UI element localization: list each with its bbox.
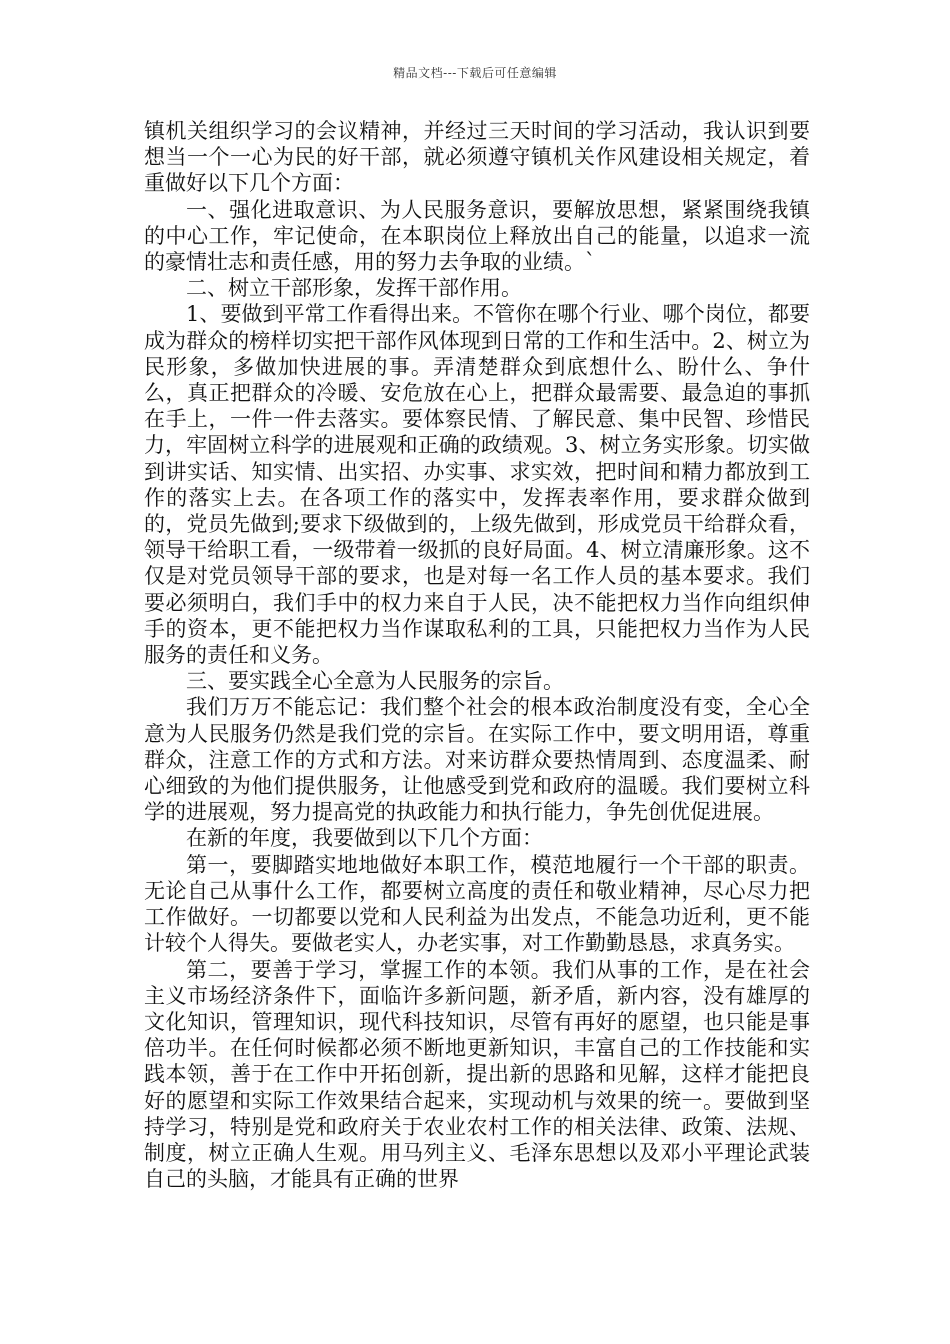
paragraph-9: 第二，要善于学习，掌握工作的本领。我们从事的工作，是在社会主义市场经济条件下，面临许多新问题，新矛盾，新内容，没有雄厚的文化知识，管理知识，现代科技知识，尽管有再好的愿望，也只能是事倍功半。在任何时候都必须不断地更新知识，丰富自己的工作技能和实践本领，善于在工作中开拓创新，提出新的思路和见解，这样才能把良好的愿望和实际工作效果结合起来，实现动机与效果的统一。要做到坚持学习，特别是党和政府关于农业农村工作的相关法律、政策、法规、制度，树立正确人生观。用马列主义、毛泽东思想以及邓小平理论武装自己的头脑，才能具有正确的世界 [144, 957, 810, 1192]
paragraph-2: 一、强化进取意识、为人民服务意识，要解放思想，紧紧围绕我镇的中心工作，牢记使命，在本职岗位上释放出自己的能量，以追求一流的豪情壮志和责任感，用的努力去争取的业绩。` [144, 197, 810, 275]
paragraph-4: 1、要做到平常工作看得出来。不管你在哪个行业、哪个岗位，都要成为群众的榜样切实把干部作风体现到日常的工作和生活中。2、树立为民形象，多做加快进展的事。弄清楚群众到底想什么、盼什么、争什么，真正把群众的冷暖、安危放在心上，把群众最需要、最急迫的事抓在手上，一件一件去落实。要体察民情、了解民意、集中民智、珍惜民力，牢固树立科学的进展观和正确的政绩观。3、树立务实形象。切实做到讲实话、知实情、出实招、办实事、求实效，把时间和精力都放到工作的落实上去。在各项工作的落实中，发挥表率作用，要求群众做到的，党员先做到;要求下级做到的，上级先做到，形成党员干给群众看，领导干给职工看，一级带着一级抓的良好局面。4、树立清廉形象。这不仅是对党员领导干部的要求，也是对每一名工作人员的基本要求。我们要必须明白，我们手中的权力来自于人民，决不能把权力当作向组织伸手的资本，更不能把权力当作谋取私利的工具，只能把权力当作为人民服务的责任和义务。 [144, 302, 810, 668]
paragraph-3: 二、树立干部形象，发挥干部作用。 [186, 276, 522, 301]
paragraph-1: 镇机关组织学习的会议精神，并经过三天时间的学习活动，我认识到要想当一个一心为民的好干部，就必须遵守镇机关作风建设相关规定，着重做好以下几个方面： [144, 119, 810, 196]
paragraph-5: 三、要实践全心全意为人民服务的宗旨。 [186, 669, 564, 694]
paragraph-6: 我们万万不能忘记：我们整个社会的根本政治制度没有变，全心全意为人民服务仍然是我们党的宗旨。在实际工作中，要文明用语，尊重群众，注意工作的方式和方法。对来访群众要热情周到、态度温柔、耐心细致的为他们提供服务，让他感受到党和政府的温暖。我们要树立科学的进展观，努力提高党的执政能力和执行能力，争先创优促进展。 [144, 695, 810, 825]
page-header-note: 精品文档---下载后可任意编辑 [393, 66, 557, 80]
paragraph-7: 在新的年度，我要做到以下几个方面： [186, 826, 543, 851]
document-body [144, 118, 810, 1192]
paragraph-8: 第一，要脚踏实地地做好本职工作，模范地履行一个干部的职责。无论自己从事什么工作，都要树立高度的责任和敬业精神，尽心尽力把工作做好。一切都要以党和人民利益为出发点，不能急功近利，更不能计较个人得失。要做老实人，办老实事，对工作勤勤恳恳，求真务实。 [144, 852, 810, 956]
